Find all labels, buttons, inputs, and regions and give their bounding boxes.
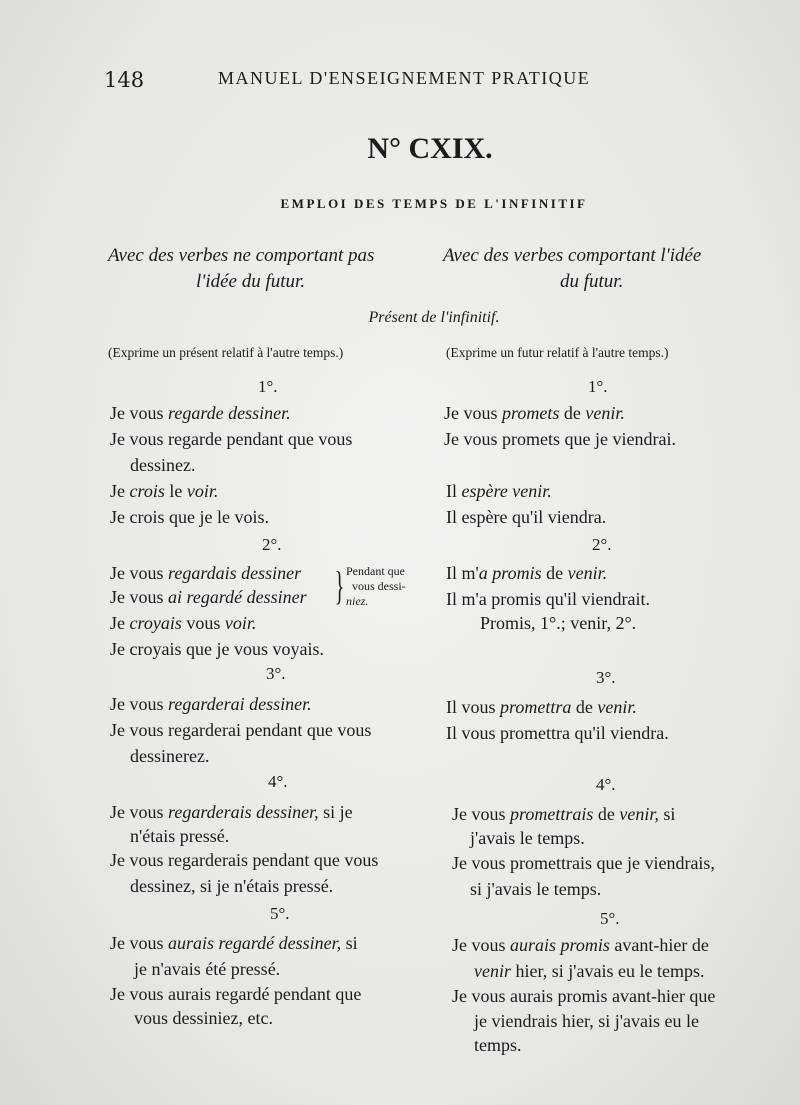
left-line-7: Je croyais vous voir. — [110, 613, 257, 633]
right-line-12: Je vous aurais promis avant-hier de — [452, 935, 709, 955]
left-line-10b: dessinerez. — [130, 746, 210, 766]
running-title: MANUEL D'ENSEIGNEMENT PRATIQUE — [218, 68, 591, 88]
right-line-2: Je vous promets que je viendrai. — [444, 429, 676, 449]
left-line-14b: vous dessiniez, etc. — [134, 1008, 273, 1028]
number-2-right: 2°. — [592, 535, 612, 554]
brace: } — [334, 563, 345, 608]
left-line-14: Je vous aurais regardé pendant que — [110, 984, 362, 1004]
number-2-left: 2°. — [262, 535, 282, 554]
right-line-10b: j'avais le temps. — [470, 828, 585, 848]
left-note: (Exprime un présent relatif à l'autre temps.) — [108, 345, 344, 360]
number-5-right: 5°. — [600, 909, 620, 928]
number-1-right: 1°. — [588, 377, 608, 396]
right-heading-line1: Avec des verbes comportant l'idée — [443, 245, 702, 266]
right-line-3: Il espère venir. — [446, 481, 552, 501]
left-heading-line2: l'idée du futur. — [196, 271, 306, 292]
brace-note-2: vous dessi- — [352, 579, 406, 593]
left-line-2b: dessinez. — [130, 455, 196, 475]
number-1-left: 1°. — [258, 377, 278, 396]
right-line-11b: si j'avais le temps. — [470, 879, 602, 899]
right-line-9: Il vous promettra qu'il viendra. — [446, 723, 669, 743]
left-heading-line1: Avec des verbes ne comportant pas — [108, 245, 375, 266]
left-line-8: Je croyais que je vous voyais. — [110, 639, 324, 659]
left-line-12b: dessinez, si je n'étais pressé. — [130, 876, 334, 896]
left-line-9: Je vous regarderai dessiner. — [110, 694, 312, 714]
number-4-left: 4°. — [268, 772, 288, 791]
right-line-8: Il vous promettra de venir. — [446, 697, 637, 717]
left-line-2: Je vous regarde pendant que vous — [110, 429, 353, 449]
right-line-12b: venir hier, si j'avais eu le temps. — [474, 961, 705, 981]
right-line-4: Il espère qu'il viendra. — [446, 507, 607, 527]
section-title: EMPLOI DES TEMPS DE L'INFINITIF — [280, 196, 588, 211]
right-line-7: Promis, 1°.; venir, 2°. — [480, 613, 637, 633]
brace-note-3: niez. — [346, 594, 369, 608]
right-note: (Exprime un futur relatif à l'autre temps.) — [446, 345, 669, 360]
left-line-13b: je n'avais été pressé. — [134, 959, 281, 979]
left-line-13: Je vous aurais regardé dessiner, si — [110, 933, 358, 953]
right-line-13c: temps. — [474, 1035, 522, 1055]
subtitle: Présent de l'infinitif. — [368, 309, 500, 326]
right-line-10: Je vous promettrais de venir, si — [452, 804, 676, 824]
number-4-right: 4°. — [596, 775, 616, 794]
left-line-10: Je vous regarderai pendant que vous — [110, 720, 372, 740]
left-line-5: Je vous regardais dessiner — [110, 563, 302, 583]
left-line-12: Je vous regarderais pendant que vous — [110, 850, 379, 870]
right-line-5: Il m'a promis de venir. — [446, 563, 608, 583]
left-line-11: Je vous regarderais dessiner, si je — [110, 802, 353, 822]
right-line-13: Je vous aurais promis avant-hier que — [452, 986, 716, 1006]
right-line-6: Il m'a promis qu'il viendrait. — [446, 589, 650, 609]
right-heading-line2: du futur. — [560, 271, 624, 292]
left-line-6: Je vous ai regardé dessiner — [110, 587, 307, 607]
number-5-left: 5°. — [270, 904, 290, 923]
brace-note-1: Pendant que — [346, 564, 405, 578]
right-line-13b: je viendrais hier, si j'avais eu le — [474, 1011, 699, 1031]
lesson-number: N° CXIX. — [367, 132, 493, 165]
left-line-4: Je crois que je le vois. — [110, 507, 269, 527]
right-line-1: Je vous promets de venir. — [444, 403, 625, 423]
page-number: 148 — [104, 68, 145, 92]
left-line-11b: n'étais pressé. — [130, 826, 230, 846]
right-line-11: Je vous promettrais que je viendrais, — [452, 853, 715, 873]
left-line-1: Je vous regarde dessiner. — [110, 403, 291, 423]
left-line-3: Je crois le voir. — [110, 481, 219, 501]
number-3-left: 3°. — [266, 664, 286, 683]
number-3-right: 3°. — [596, 668, 616, 687]
